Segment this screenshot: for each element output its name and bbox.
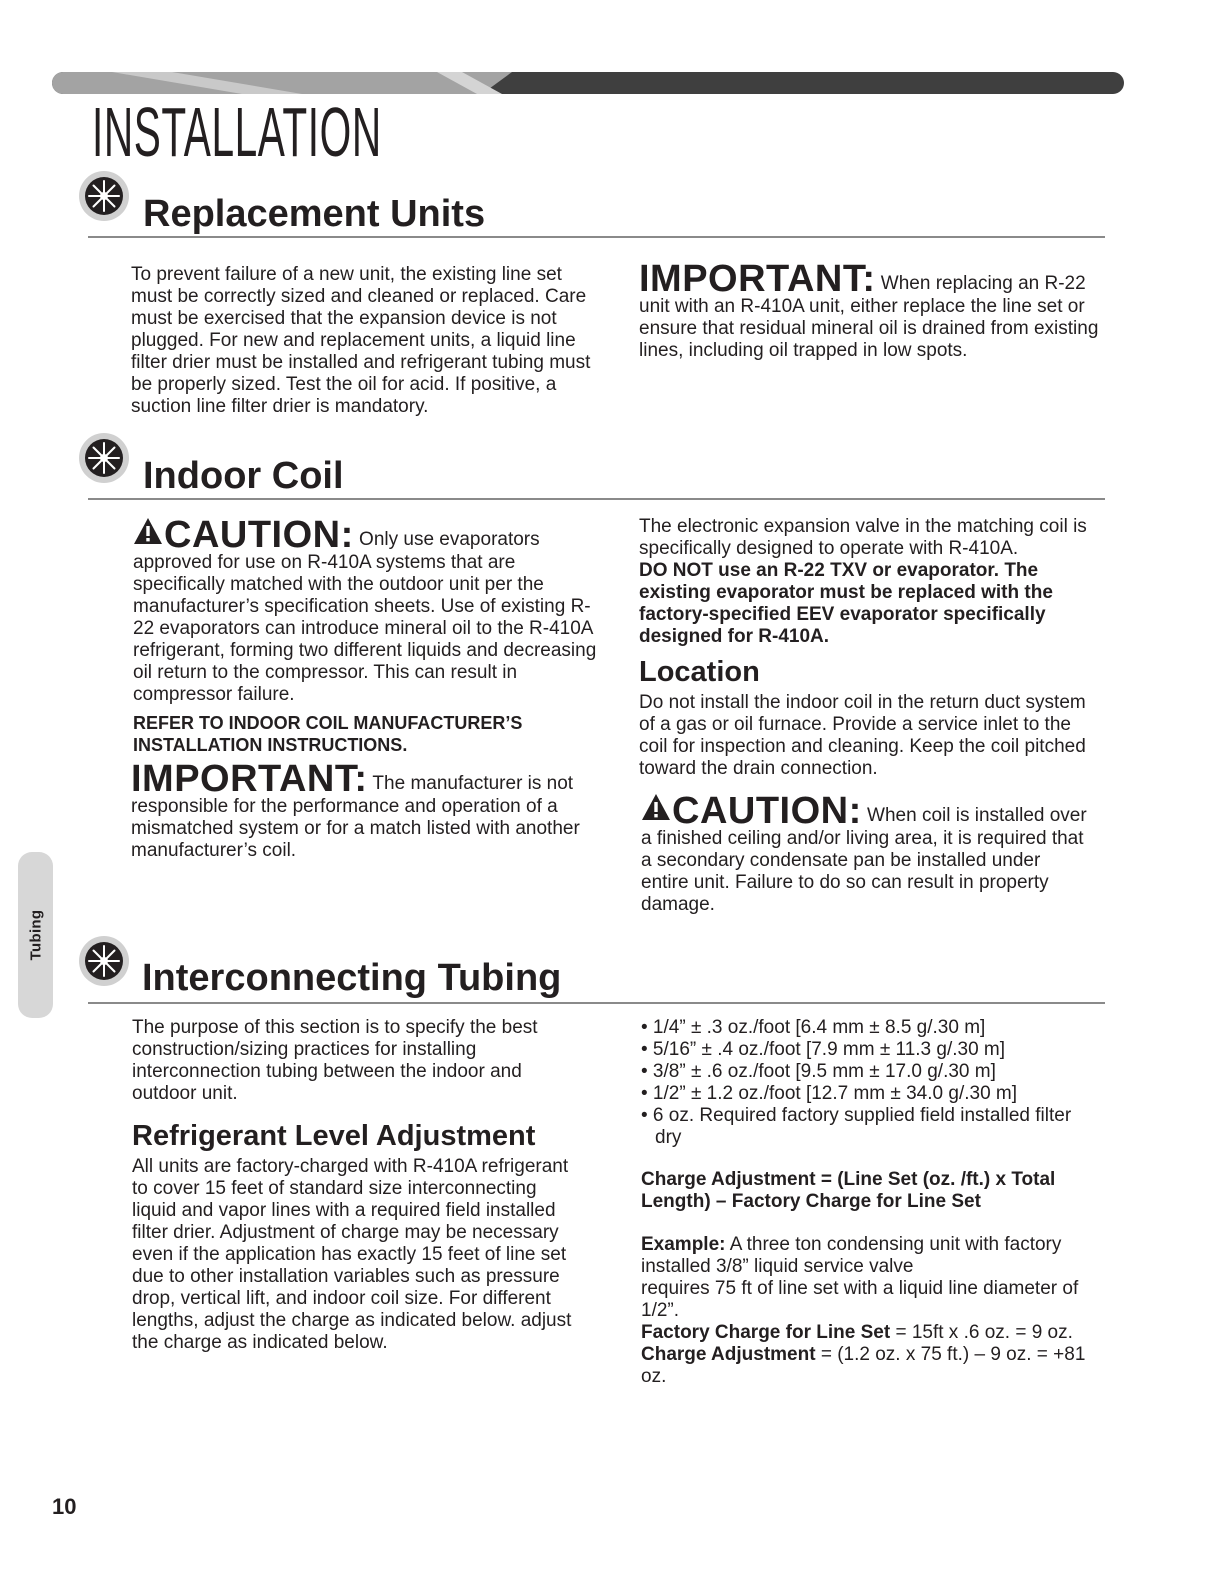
important-text: The manufacturer is not responsible for the performance and operation of a mismatched system or for a match listed with another manufacturer’s coil.: [131, 773, 580, 861]
replacement-text: To prevent failure of a new unit, the existing line set must be correctly sized and cleaned or replaced. Care must be exercised that the expansion device is not plugged. For new and replacement units, a liquid line filter drier must be installed and refrigerant tubing must be properly sized. Test the oil for acid. If positive, a suction line filter drier is mandatory.: [131, 264, 591, 417]
caution-note-2: [641, 792, 1091, 916]
header-bar-graphic: [52, 72, 1124, 94]
side-tab-text: Tubing: [27, 909, 44, 961]
location-title: Location: [639, 656, 760, 688]
refrigerant-level-text: All units are factory-charged with R-410A refrigerant to cover 15 feet of standard size interconnecting liquid and vapor lines with a required field installed filter drier. Adjustment of charge may be necessary even if the application has exactly 15 feet of line set due to other installation variables such as pressure drop, vertical lift, and indoor coil size. For different lengths, adjust the charge as indicated below. adjust the charge as indicated below.: [132, 1156, 572, 1353]
section-divider: [88, 498, 1105, 500]
location-text: Do not install the indoor coil in the return duct system of a gas or oil furnace. Provide a service inlet to the coil for inspection and cleaning. Keep the coil pitched toward the drain connection.: [639, 692, 1086, 779]
factory-charge-text: = 15ft x .6 oz. = 9 oz.: [890, 1322, 1073, 1343]
refrigerant-level-title: Refrigerant Level Adjustment: [132, 1120, 536, 1152]
section-divider: [88, 236, 1105, 238]
eev-warning: DO NOT use an R-22 TXV or evaporator. The existing evaporator must be replaced with the factory-specified EEV evaporator specifically designed for R-410A.: [639, 560, 1053, 647]
eev-text: The electronic expansion valve in the matching coil is specifically designed to operate with R-410A.: [639, 516, 1087, 559]
important-text: When replacing an R-22 unit with an R-410A unit, either replace the line set or ensure that residual mineral oil is drained from existing lines, including oil trapped in low spots.: [639, 273, 1099, 361]
important-label: IMPORTANT:: [131, 758, 368, 800]
list-item: • 1/4” ± .3 oz./foot [6.4 mm ± 8.5 g/.30 m]: [641, 1017, 986, 1038]
charge-formula: Charge Adjustment = (Line Set (oz. /ft.) x Total Length) – Factory Charge for Line Set: [641, 1169, 1056, 1212]
indoor-coil-important-note: [131, 758, 596, 862]
list-item: • 6 oz. Required factory supplied field installed filter dry: [641, 1105, 1072, 1148]
caution-text: When coil is installed over a finished ceiling and/or living area, it is required that a secondary condensate pan be installed under entire unit. Failure to do so can result in property damage.: [641, 805, 1087, 915]
section-title-replacement-units: Replacement Units: [143, 193, 486, 235]
refer-instructions-line-2: INSTALLATION INSTRUCTIONS.: [133, 735, 408, 755]
refer-instructions-line-1: REFER TO INDOOR COIL MANUFACTURER’S: [133, 713, 523, 733]
charge-example: [641, 1234, 1101, 1388]
indoor-coil-left-column: [133, 516, 598, 756]
side-tab-label: [18, 852, 53, 1018]
section-title-indoor-coil: Indoor Coil: [143, 455, 344, 497]
caution-text: Only use evaporators approved for use on R-410A systems that are specifically matched with the outdoor unit per the manufacturer’s specification sheets. Use of existing R-22 evaporators can introduce mineral oil to the R-410A refrigerant, forming two different liquids and decreasing oil return to the compressor. This can result in compressor failure.: [133, 529, 597, 705]
example-text-1: A three ton condensing unit with factory installed 3/8” liquid service valve: [641, 1234, 1062, 1277]
replacement-important-note: [639, 258, 1099, 362]
warning-triangle-icon: [641, 792, 671, 822]
replacement-units-left-text: [131, 264, 596, 418]
list-item: • 1/2” ± 1.2 oz./foot [12.7 mm ± 34.0 g/.30 m]: [641, 1083, 1018, 1104]
example-text-2: requires 75 ft of line set with a liquid line diameter of 1/2”.: [641, 1278, 1079, 1321]
snowflake-icon: [78, 935, 130, 987]
section-divider: [88, 1002, 1105, 1004]
important-label: IMPORTANT:: [639, 258, 876, 300]
section-title-interconnecting-tubing: Interconnecting Tubing: [142, 957, 562, 999]
warning-triangle-icon: [133, 516, 163, 546]
factory-charge-label: Factory Charge for Line Set: [641, 1322, 891, 1343]
caution-label: CAUTION:: [672, 790, 862, 832]
snowflake-icon: [78, 170, 130, 222]
charge-adjustment-label: Charge Adjustment: [641, 1344, 816, 1365]
snowflake-icon: [78, 432, 130, 484]
charge-rate-list: [641, 1017, 1081, 1149]
caution-note: [133, 516, 598, 706]
list-item: • 5/16” ± .4 oz./foot [7.9 mm ± 11.3 g/.30 m]: [641, 1039, 1006, 1060]
tubing-intro: The purpose of this section is to specify the best construction/sizing practices for installing interconnection tubing between the indoor and outdoor unit.: [132, 1017, 538, 1104]
list-item: • 3/8” ± .6 oz./foot [9.5 mm ± 17.0 g/.30 m]: [641, 1061, 996, 1082]
charge-adjustment-text: = (1.2 oz. x 75 ft.) – 9 oz. = +81 oz.: [641, 1344, 1086, 1387]
page-number: 10: [52, 1494, 77, 1519]
header-bar: [52, 72, 1124, 94]
page-title: INSTALLATION: [92, 93, 382, 171]
caution-label: CAUTION:: [164, 514, 354, 556]
indoor-coil-right-column: [639, 516, 1109, 648]
example-label: Example:: [641, 1234, 726, 1255]
